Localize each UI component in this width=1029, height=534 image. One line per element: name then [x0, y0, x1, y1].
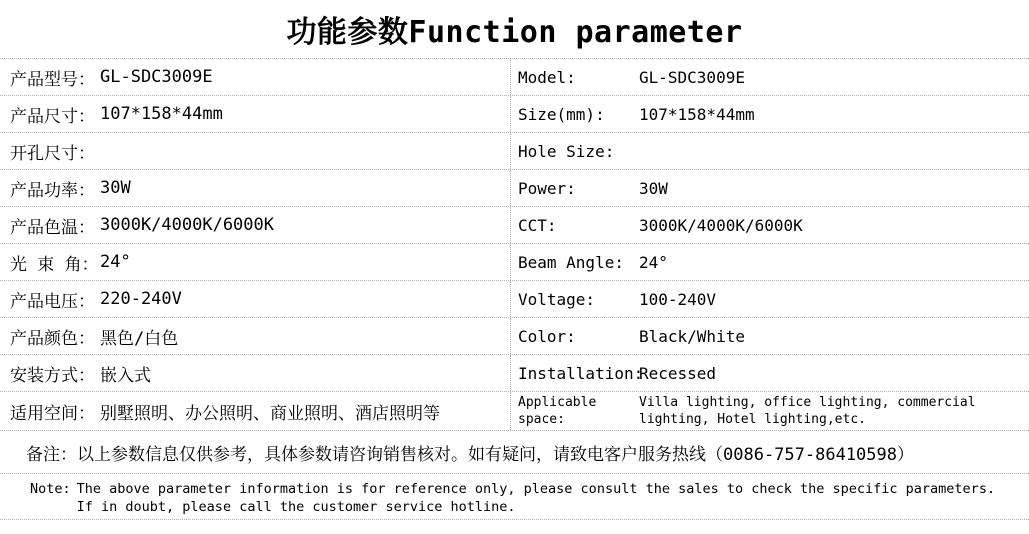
- spec-en-label: Applicable space:: [518, 395, 597, 427]
- spec-row-cct: [0, 207, 1029, 244]
- spec-cell-en: [510, 281, 1029, 317]
- spec-zh-value: 黑色/白色: [100, 328, 179, 349]
- spec-cell-en: [510, 59, 1029, 95]
- spec-zh-value: 220-240V: [100, 289, 182, 309]
- spec-cell-en: [510, 133, 1029, 169]
- spec-cell-en: [510, 318, 1029, 354]
- spec-en-value: 24°: [639, 252, 668, 272]
- spec-row-beam-angle: [0, 244, 1029, 281]
- spec-en-value: GL-SDC3009E: [639, 67, 745, 87]
- spec-zh-label: 安装方式：: [10, 365, 95, 386]
- note-row-zh: [0, 431, 1029, 474]
- spec-zh-label: 产品色温：: [10, 217, 95, 238]
- spec-zh-label: 产品颜色：: [10, 328, 95, 349]
- spec-zh-label: 适用空间：: [10, 403, 95, 424]
- spec-en-label: Installation:: [518, 363, 644, 383]
- spec-cell-en: [510, 244, 1029, 280]
- spec-row-applicable-space: [0, 392, 1029, 431]
- spec-cell-zh: [0, 281, 510, 317]
- spec-en-value: Villa lighting, office lighting, commercial lighting, Hotel lighting,etc.: [639, 395, 976, 427]
- spec-zh-value: GL-SDC3009E: [100, 67, 213, 87]
- spec-table: [0, 58, 1029, 431]
- spec-cell-en: [510, 207, 1029, 243]
- spec-zh-value: 24°: [100, 252, 131, 272]
- spec-row-size: [0, 96, 1029, 133]
- spec-en-label: Beam Angle:: [518, 252, 624, 272]
- spec-row-installation: [0, 355, 1029, 392]
- spec-en-label: Color:: [518, 326, 576, 346]
- spec-row-power: [0, 170, 1029, 207]
- spec-zh-value: 别墅照明、办公照明、商业照明、酒店照明等: [100, 403, 440, 424]
- spec-zh-label: 开孔尺寸：: [10, 143, 95, 164]
- spec-cell-zh: [0, 170, 510, 206]
- spec-en-value: Black/White: [639, 326, 745, 346]
- note-en-body: [71, 481, 995, 516]
- spec-cell-zh: [0, 96, 510, 132]
- spec-en-label: Hole Size:: [518, 141, 615, 161]
- spec-en-value: 3000K/4000K/6000K: [639, 215, 803, 235]
- spec-cell-zh: [0, 244, 510, 280]
- spec-zh-value: 107*158*44mm: [100, 104, 223, 124]
- spec-cell-zh: [0, 392, 510, 430]
- spec-zh-label: 光 束 角：: [10, 254, 99, 275]
- spec-cell-en: [510, 355, 1029, 391]
- spec-en-value: 100-240V: [639, 289, 717, 309]
- spec-en-label: Size(mm):: [518, 104, 605, 124]
- spec-cell-zh: [0, 133, 510, 169]
- note-en-line2: If in doubt, please call the customer service hotline.: [76, 498, 516, 515]
- spec-cell-zh: [0, 207, 510, 243]
- spec-en-label: Power:: [518, 178, 576, 198]
- spec-zh-label: 产品电压：: [10, 291, 95, 312]
- page-title: 功能参数Function parameter: [286, 15, 743, 50]
- spec-zh-value: 30W: [100, 178, 131, 198]
- spec-cell-en: [510, 96, 1029, 132]
- spec-en-label: CCT:: [518, 215, 557, 235]
- spec-cell-en: [510, 170, 1029, 206]
- spec-en-value: 30W: [639, 178, 668, 198]
- spec-row-hole-size: [0, 133, 1029, 170]
- spec-cell-en: [510, 392, 1029, 430]
- spec-zh-label: 产品功率：: [10, 180, 95, 201]
- spec-row-voltage: [0, 281, 1029, 318]
- spec-en-value: 107*158*44mm: [639, 104, 755, 124]
- note-zh-text: 以上参数信息仅供参考，具体参数请咨询销售核对。如有疑问，请致电客户服务热线（0086-757-86410598）: [77, 444, 914, 465]
- spec-en-label: Voltage:: [518, 289, 596, 309]
- spec-cell-zh: [0, 59, 510, 95]
- spec-zh-value: 嵌入式: [100, 365, 151, 386]
- spec-en-value: Recessed: [639, 363, 717, 383]
- spec-zh-label: 产品型号：: [10, 69, 95, 90]
- spec-row-model: [0, 59, 1029, 96]
- spec-en-label: Model:: [518, 67, 576, 87]
- spec-cell-zh: [0, 355, 510, 391]
- spec-row-color: [0, 318, 1029, 355]
- spec-zh-value: 3000K/4000K/6000K: [100, 215, 274, 235]
- spec-cell-zh: [0, 318, 510, 354]
- note-zh-label: 备注：: [26, 444, 77, 465]
- note-en-line1: The above parameter information is for reference only, please consult the sales to check the specific parameters.: [76, 481, 996, 497]
- note-en-label: Note:: [30, 481, 71, 497]
- spec-zh-label: 产品尺寸：: [10, 106, 95, 127]
- note-row-en: [0, 474, 1029, 520]
